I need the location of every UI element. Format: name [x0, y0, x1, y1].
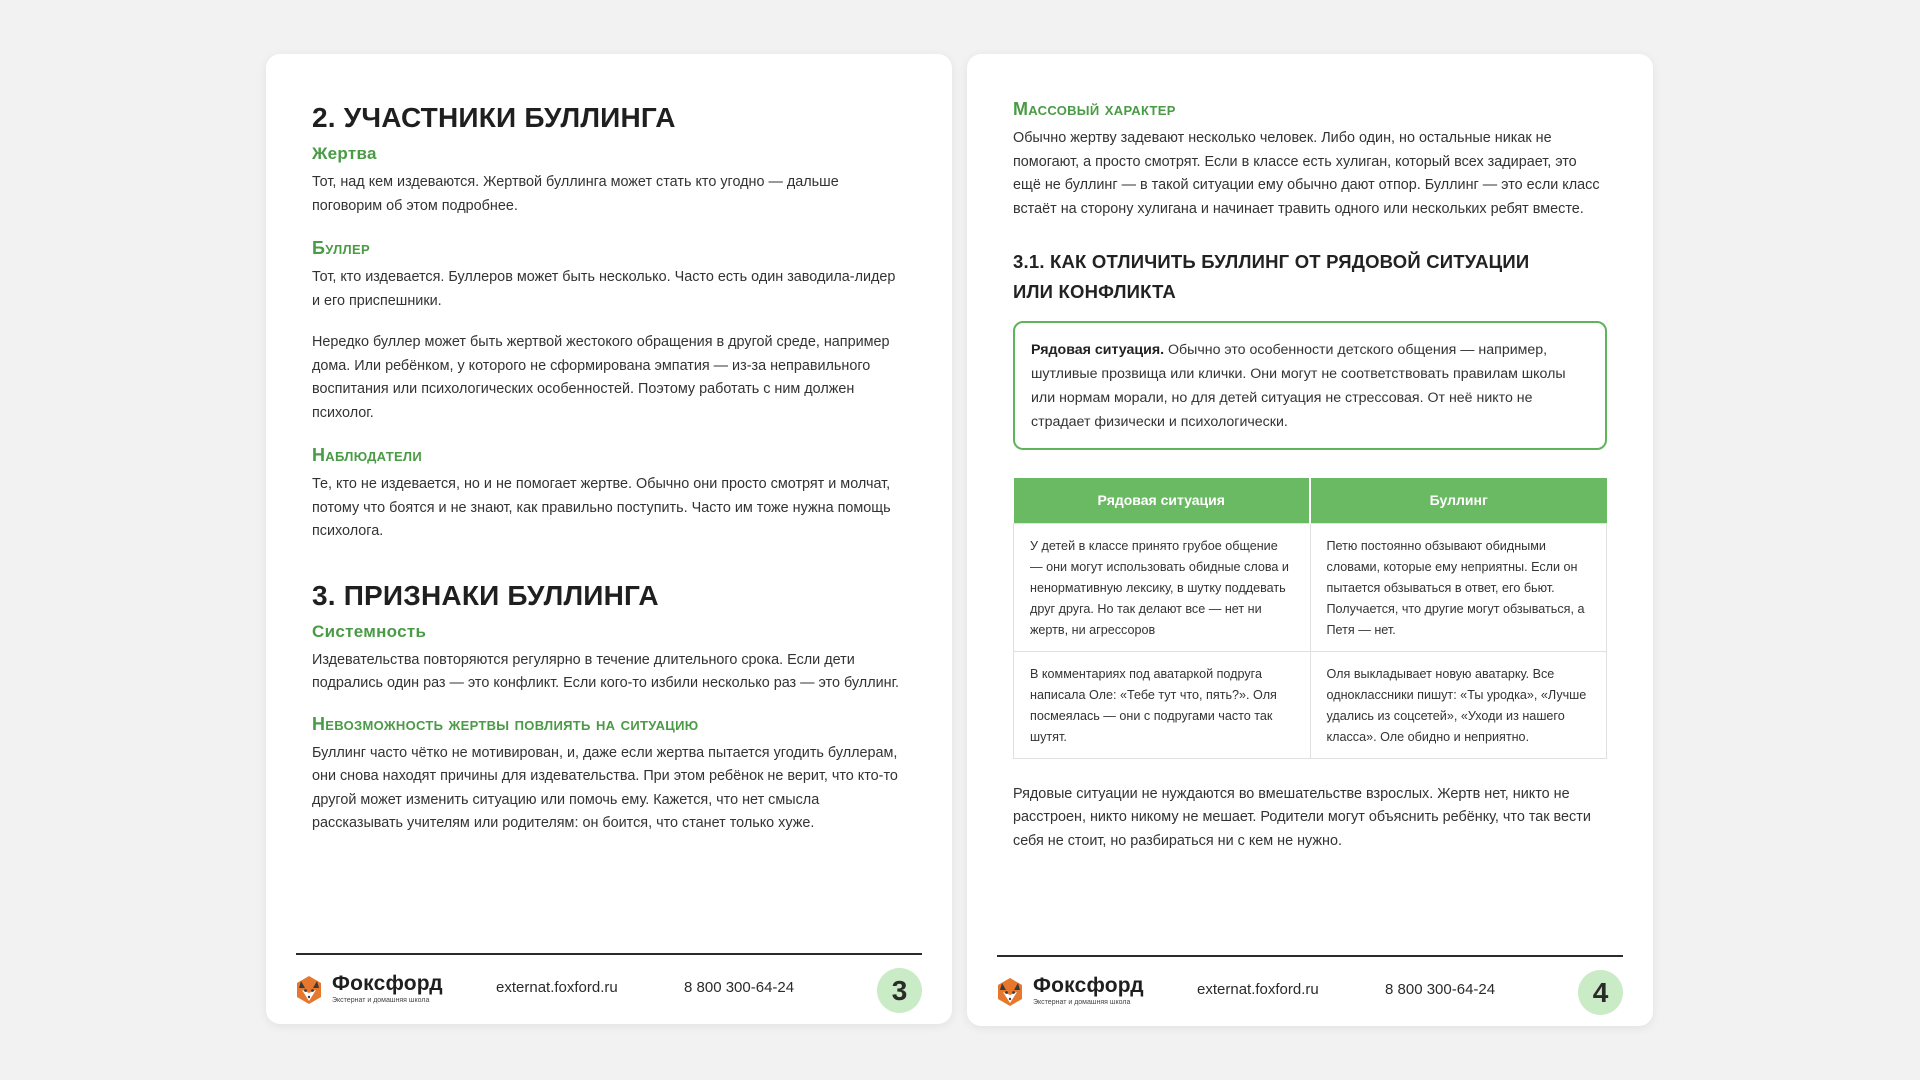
- foxford-logo: [296, 973, 443, 1006]
- subsection-title-line-2: ИЛИ КОНФЛИКТА: [1013, 281, 1176, 302]
- page-footer: [296, 953, 922, 1024]
- page-number-badge: 4: [1578, 970, 1623, 1015]
- paragraph-systematic: Издевательства повторяются регулярно в течение длительного срока. Если дети подрались один раз — это конфликт. Если кого-то избили несколько раз — это буллинг.: [312, 651, 900, 691]
- column-header-ordinary: Рядовая ситуация: [1014, 478, 1311, 523]
- table-row: [1014, 651, 1607, 758]
- callout-ordinary-situation: [1013, 321, 1607, 450]
- page-footer: [997, 955, 1623, 1026]
- page-content: [312, 102, 906, 836]
- heading-observers: Наблюдатели: [312, 445, 422, 465]
- paragraph-buller-1: Тот, кто издевается. Буллеров может быть несколько. Часто есть один заводила-лидер и его приспешники.: [312, 269, 896, 309]
- subsection-title: [1013, 247, 1607, 307]
- table-cell: Оля выкладывает новую аватарку. Все одноклассники пишут: «Ты уродка», «Лучше удались из соцсетей», «Уходи из нашего класса». Оле обидно и неприятно.: [1310, 651, 1607, 758]
- section-title-participants: 2. УЧАСТНИКИ БУЛЛИНГА: [312, 102, 676, 133]
- paragraph-mass-character: Обычно жертву задевают несколько человек. Либо один, но остальные никак не помогают, а просто смотрят. Если в классе есть хулиган, который всех задирает, это ещё не буллинг — в такой ситуации ему обычно дают отпор. Буллинг — это если класс встаёт на сторону хулигана и начинает травить одного или нескольких ребят вместе.: [1013, 130, 1600, 217]
- logo-tagline: Экстернат и домашняя школа: [332, 997, 430, 1004]
- fox-icon: [296, 975, 322, 1005]
- paragraph-victim: Тот, над кем издеваются. Жертвой буллинга может стать кто угодно — дальше поговорим об этом подробнее.: [312, 174, 839, 214]
- document-page-3: [266, 54, 952, 1024]
- heading-mass-character: Массовый характер: [1013, 99, 1176, 119]
- table-cell: У детей в классе принято грубое общение — они могут использовать обидные слова и ненормативную лексику, в шутку поддевать друг друга. Но так делают все — нет ни жертв, ни агрессоров: [1014, 523, 1311, 651]
- comparison-table: [1013, 478, 1607, 759]
- column-header-bullying: Буллинг: [1310, 478, 1607, 523]
- document-page-4: [967, 54, 1653, 1026]
- paragraph-buller-2: Нередко буллер может быть жертвой жестокого обращения в другой среде, например дома. Или ребёнком, у которого не сформирована эмпатия — из-за неправильного воспитания или психологических особенностей. Поэтому работать с ним должен психолог.: [312, 334, 890, 421]
- website-link[interactable]: externat.foxford.ru: [1197, 981, 1319, 998]
- page-content: [1013, 99, 1607, 853]
- heading-victim: Жертва: [312, 144, 377, 163]
- logo-name: Фоксфорд: [332, 972, 443, 995]
- phone-number: 8 800 300-64-24: [1385, 981, 1496, 998]
- website-link[interactable]: externat.foxford.ru: [496, 979, 618, 996]
- foxford-logo: [997, 975, 1144, 1008]
- table-cell: В комментариях под аватаркой подруга написала Оле: «Тебе тут что, пять?». Оля посмеялась — они с подругами часто так шутят.: [1014, 651, 1311, 758]
- callout-text: Обычно это особенности детского общения — например, шутливые прозвища или клички. Они могут не соответствовать правилам школы или нормам морали, но для детей ситуация не стрессовая. От неё никто не страдает физически и психологически.: [1031, 342, 1566, 430]
- fox-icon: [997, 977, 1023, 1007]
- table-cell: Петю постоянно обзывают обидными словами, которые ему неприятны. Если он пытается обзываться в ответ, его бьют. Получается, что другие могут обзываться, а Петя — нет.: [1310, 523, 1607, 651]
- callout-lead: Рядовая ситуация.: [1031, 342, 1165, 358]
- subsection-title-line-1: 3.1. КАК ОТЛИЧИТЬ БУЛЛИНГ ОТ РЯДОВОЙ СИТУАЦИИ: [1013, 251, 1530, 272]
- table-header-row: [1014, 478, 1607, 523]
- logo-name: Фоксфорд: [1033, 974, 1144, 997]
- page-number-badge: 3: [877, 968, 922, 1013]
- table-row: [1014, 523, 1607, 651]
- logo-tagline: Экстернат и домашняя школа: [1033, 999, 1131, 1006]
- heading-systematic: Системность: [312, 621, 427, 641]
- heading-victim-helpless: Невозможность жертвы повлиять на ситуацию: [312, 713, 699, 734]
- paragraph-observers: Те, кто не издевается, но и не помогает жертве. Обычно они просто смотрят и молчат, потому что боятся и не знают, как правильно поступить. Часто им тоже нужна помощь психолога.: [312, 476, 891, 539]
- heading-buller: Буллер: [312, 238, 370, 258]
- paragraph-closing: Рядовые ситуации не нуждаются во вмешательстве взрослых. Жертв нет, никто не расстроен, никто никому не мешает. Родители могут объяснить ребёнку, что так вести себя не стоит, но разбираться ни с кем не нужно.: [1013, 785, 1591, 849]
- section-title-signs: 3. ПРИЗНАКИ БУЛЛИНГА: [312, 579, 659, 611]
- phone-number: 8 800 300-64-24: [684, 979, 795, 996]
- paragraph-victim-helpless: Буллинг часто чётко не мотивирован, и, даже если жертва пытается угодить буллерам, они снова находят причины для издевательства. При этом ребёнок не верит, что кто-то другой может изменить ситуацию или помочь ему. Кажется, что нет смысла рассказывать учителям или родителям: он боится, что станет только хуже.: [312, 744, 898, 831]
